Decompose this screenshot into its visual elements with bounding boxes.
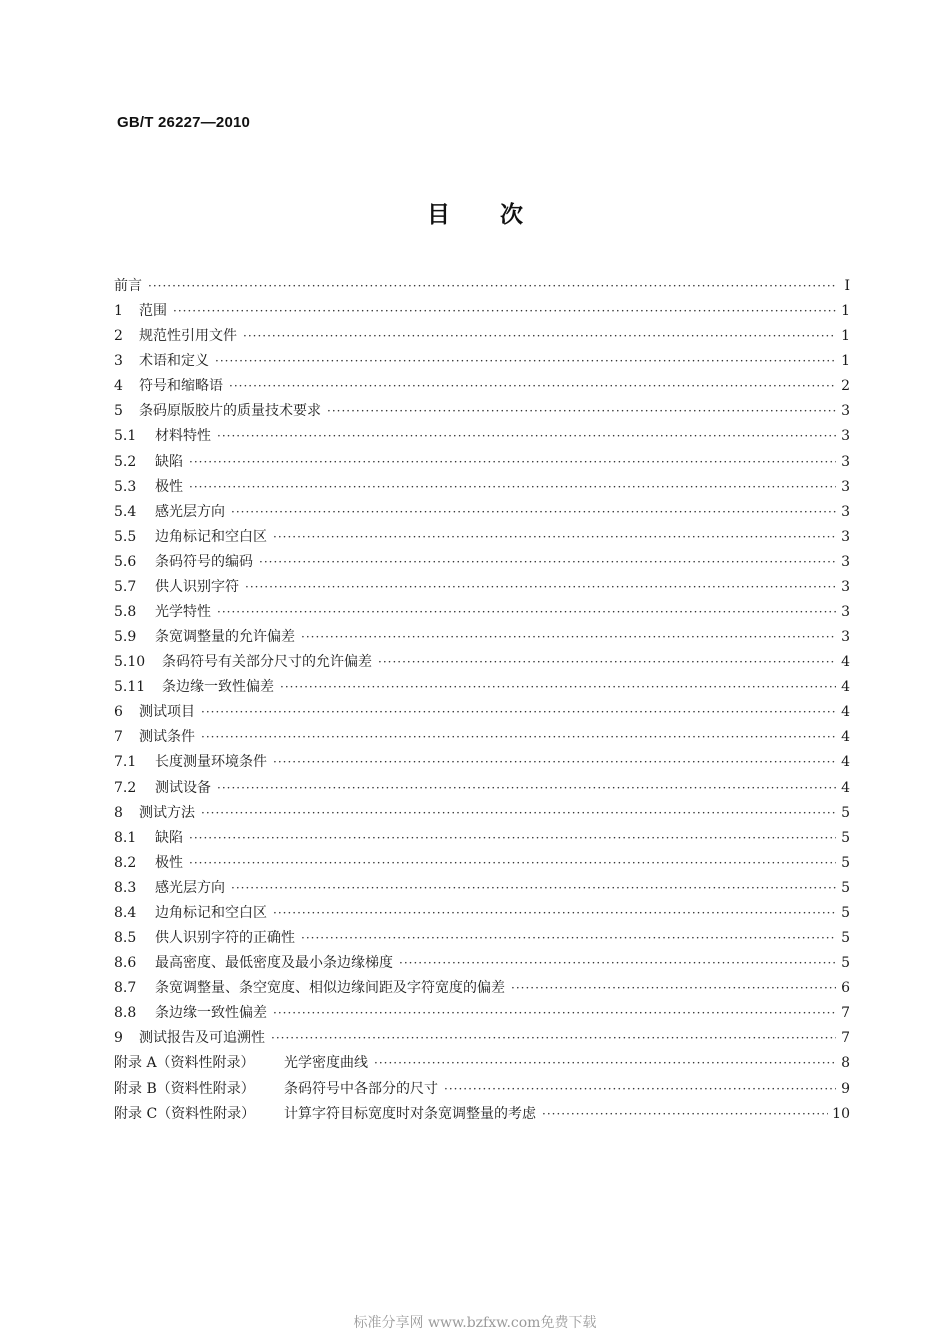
- toc-entry-number: 5: [114, 403, 123, 420]
- toc-entry-label: 术语和定义: [139, 353, 209, 370]
- table-of-contents: [114, 274, 850, 1127]
- toc-entry[interactable]: [114, 424, 850, 449]
- toc-entry-page: 5: [841, 904, 850, 921]
- toc-entry-number: 5.8: [114, 604, 137, 621]
- toc-entry-number: 8.1: [114, 829, 137, 846]
- toc-entry[interactable]: [114, 399, 850, 424]
- toc-entry-label: 测试方法: [139, 804, 195, 821]
- toc-entry-label: 缺陷: [155, 453, 183, 470]
- toc-entry-page: 4: [841, 729, 850, 746]
- toc-entry-number: 8.4: [114, 904, 137, 921]
- toc-entry-label: 规范性引用文件: [139, 328, 237, 345]
- toc-entry[interactable]: [114, 274, 850, 299]
- toc-entry[interactable]: [114, 851, 850, 876]
- toc-entry-page: 5: [841, 854, 850, 871]
- toc-entry[interactable]: [114, 876, 850, 901]
- toc-entry-number: 附录 C（资料性附录）: [114, 1105, 256, 1122]
- toc-entry-label: 条宽调整量的允许偏差: [155, 629, 295, 646]
- toc-leader-dots: [243, 324, 836, 349]
- toc-entry-label: 缺陷: [155, 829, 183, 846]
- toc-leader-dots: [273, 1001, 836, 1026]
- toc-entry-page: I: [844, 278, 850, 294]
- toc-entry-page: 9: [841, 1080, 850, 1097]
- toc-entry-page: 1: [841, 328, 850, 345]
- toc-entry-label: 感光层方向: [155, 879, 225, 896]
- toc-entry-label: 极性: [155, 854, 183, 871]
- toc-entry-page: 3: [841, 629, 850, 646]
- toc-leader-dots: [399, 951, 836, 976]
- toc-entry-number: 附录 B（资料性附录）: [114, 1080, 255, 1097]
- toc-entry-label: 条码符号的编码: [155, 553, 253, 570]
- toc-entry-page: 4: [841, 779, 850, 796]
- toc-entry[interactable]: [114, 1026, 850, 1051]
- toc-entry[interactable]: [114, 625, 850, 650]
- toc-entry-page: 4: [841, 704, 850, 721]
- toc-entry-page: 5: [841, 829, 850, 846]
- toc-entry-label: 感光层方向: [155, 503, 225, 520]
- toc-entry[interactable]: [114, 1102, 850, 1127]
- toc-entry[interactable]: [114, 500, 850, 525]
- toc-entry-page: 3: [841, 528, 850, 545]
- toc-entry[interactable]: [114, 801, 850, 826]
- toc-entry-page: 3: [841, 428, 850, 445]
- toc-entry-label: 前言: [114, 278, 142, 294]
- toc-leader-dots: [378, 650, 836, 675]
- toc-entry[interactable]: [114, 299, 850, 324]
- toc-entry[interactable]: [114, 776, 850, 801]
- toc-leader-dots: [201, 700, 836, 725]
- toc-entry-label: 边角标记和空白区: [155, 904, 267, 921]
- toc-entry[interactable]: [114, 349, 850, 374]
- toc-entry-label: 测试设备: [155, 779, 211, 796]
- toc-entry-number: 8.3: [114, 879, 137, 896]
- toc-entry-page: 10: [832, 1105, 850, 1122]
- toc-entry-page: 5: [841, 804, 850, 821]
- toc-entry[interactable]: [114, 525, 850, 550]
- toc-entry-label: 测试报告及可追溯性: [139, 1030, 265, 1047]
- toc-entry-label: 光学密度曲线: [284, 1055, 368, 1072]
- toc-entry[interactable]: [114, 976, 850, 1001]
- toc-entry-label: 条码原版胶片的质量技术要求: [139, 403, 321, 420]
- toc-entry-page: 3: [841, 578, 850, 595]
- toc-leader-dots: [229, 374, 836, 399]
- toc-entry-label: 计算字符目标宽度时对条宽调整量的考虑: [284, 1105, 536, 1122]
- toc-entry[interactable]: [114, 926, 850, 951]
- toc-leader-dots: [374, 1051, 836, 1076]
- toc-entry-page: 3: [841, 478, 850, 495]
- toc-entry-number: 7.2: [114, 779, 137, 796]
- toc-entry-number: 8.7: [114, 980, 137, 997]
- toc-entry-number: 5.3: [114, 478, 137, 495]
- toc-entry-page: 3: [841, 604, 850, 621]
- toc-entry-label: 条边缘一致性偏差: [162, 679, 274, 696]
- toc-entry[interactable]: [114, 826, 850, 851]
- toc-leader-dots: [542, 1102, 828, 1127]
- toc-entry-number: 8.2: [114, 854, 137, 871]
- toc-leader-dots: [189, 826, 836, 851]
- toc-entry-label: 条边缘一致性偏差: [155, 1005, 267, 1022]
- toc-entry-number: 5.9: [114, 629, 137, 646]
- toc-entry[interactable]: [114, 1051, 850, 1076]
- toc-entry[interactable]: [114, 675, 850, 700]
- toc-leader-dots: [148, 274, 836, 299]
- toc-entry-label: 条码符号中各部分的尺寸: [284, 1080, 438, 1097]
- toc-leader-dots: [231, 876, 836, 901]
- toc-entry-page: 3: [841, 403, 850, 420]
- toc-entry-number: 5.4: [114, 503, 137, 520]
- toc-entry-label: 长度测量环境条件: [155, 754, 267, 771]
- toc-entry[interactable]: [114, 1077, 850, 1102]
- toc-leader-dots: [215, 349, 836, 374]
- toc-entry-page: 1: [841, 303, 850, 320]
- toc-leader-dots: [201, 725, 836, 750]
- toc-entry-page: 5: [841, 879, 850, 896]
- toc-entry-number: 3: [114, 353, 123, 370]
- toc-entry[interactable]: [114, 374, 850, 399]
- toc-entry[interactable]: [114, 750, 850, 775]
- toc-leader-dots: [231, 500, 836, 525]
- toc-leader-dots: [189, 450, 836, 475]
- toc-entry-label: 边角标记和空白区: [155, 528, 267, 545]
- toc-entry-page: 2: [841, 378, 850, 395]
- toc-entry-number: 6: [114, 704, 123, 721]
- toc-entry[interactable]: [114, 951, 850, 976]
- toc-entry-number: 5.7: [114, 578, 137, 595]
- toc-leader-dots: [217, 600, 836, 625]
- toc-leader-dots: [217, 424, 836, 449]
- toc-entry[interactable]: [114, 1001, 850, 1026]
- toc-entry-page: 4: [841, 654, 850, 671]
- toc-leader-dots: [271, 1026, 836, 1051]
- toc-leader-dots: [327, 399, 836, 424]
- toc-leader-dots: [444, 1077, 836, 1102]
- toc-entry[interactable]: [114, 700, 850, 725]
- toc-entry[interactable]: [114, 450, 850, 475]
- toc-entry-page: 8: [841, 1055, 850, 1072]
- toc-entry-page: 7: [841, 1005, 850, 1022]
- toc-entry-label: 最高密度、最低密度及最小条边缘梯度: [155, 955, 393, 972]
- toc-entry-label: 测试项目: [139, 704, 195, 721]
- toc-entry-number: 5.1: [114, 428, 137, 445]
- toc-entry-page: 5: [841, 930, 850, 947]
- toc-entry-number: 8: [114, 804, 123, 821]
- toc-entry[interactable]: [114, 650, 850, 675]
- toc-entry-page: 7: [841, 1030, 850, 1047]
- toc-entry-number: 8.6: [114, 955, 137, 972]
- toc-entry[interactable]: [114, 901, 850, 926]
- toc-entry-number: 9: [114, 1030, 123, 1047]
- toc-leader-dots: [273, 901, 836, 926]
- toc-entry-number: 7.1: [114, 754, 137, 771]
- toc-entry[interactable]: [114, 575, 850, 600]
- toc-entry-number: 8.5: [114, 930, 137, 947]
- toc-entry-number: 附录 A（资料性附录）: [114, 1055, 255, 1072]
- toc-leader-dots: [217, 776, 836, 801]
- toc-entry-number: 5.10: [114, 654, 146, 671]
- toc-entry-number: 5.5: [114, 528, 137, 545]
- toc-leader-dots: [201, 801, 836, 826]
- toc-entry-page: 4: [841, 679, 850, 696]
- toc-leader-dots: [245, 575, 836, 600]
- toc-entry-number: 4: [114, 378, 123, 395]
- toc-entry-label: 符号和缩略语: [139, 378, 223, 395]
- toc-entry-label: 极性: [155, 478, 183, 495]
- toc-entry-page: 3: [841, 453, 850, 470]
- toc-entry-label: 光学特性: [155, 604, 211, 621]
- page-title: 目次: [427, 202, 573, 228]
- toc-entry-number: 8.8: [114, 1005, 137, 1022]
- footer-watermark: 标准分享网 www.bzfxw.com免费下载: [353, 1315, 597, 1331]
- toc-entry[interactable]: [114, 725, 850, 750]
- toc-entry[interactable]: [114, 324, 850, 349]
- toc-entry-label: 范围: [139, 303, 167, 320]
- toc-leader-dots: [189, 851, 836, 876]
- toc-entry[interactable]: [114, 600, 850, 625]
- toc-entry-page: 4: [841, 754, 850, 771]
- toc-leader-dots: [511, 976, 836, 1001]
- toc-entry-number: 5.2: [114, 453, 137, 470]
- toc-leader-dots: [280, 675, 836, 700]
- toc-entry-number: 5.6: [114, 553, 137, 570]
- toc-leader-dots: [301, 926, 836, 951]
- toc-entry-label: 供人识别字符: [155, 578, 239, 595]
- toc-entry-page: 5: [841, 955, 850, 972]
- toc-leader-dots: [189, 475, 836, 500]
- toc-leader-dots: [173, 299, 836, 324]
- toc-entry-page: 1: [841, 353, 850, 370]
- toc-leader-dots: [273, 750, 836, 775]
- toc-entry-number: 2: [114, 328, 123, 345]
- standard-code: GB/T 26227—2010: [117, 114, 251, 131]
- toc-entry-page: 3: [841, 503, 850, 520]
- toc-entry-label: 材料特性: [155, 428, 211, 445]
- toc-leader-dots: [273, 525, 836, 550]
- toc-entry-label: 供人识别字符的正确性: [155, 930, 295, 947]
- toc-leader-dots: [259, 550, 836, 575]
- toc-entry-number: 7: [114, 729, 123, 746]
- toc-entry-page: 3: [841, 553, 850, 570]
- toc-entry-label: 测试条件: [139, 729, 195, 746]
- toc-entry[interactable]: [114, 550, 850, 575]
- toc-entry-page: 6: [841, 980, 850, 997]
- toc-entry-number: 5.11: [114, 679, 146, 696]
- toc-entry-label: 条宽调整量、条空宽度、相似边缘间距及字符宽度的偏差: [155, 980, 505, 997]
- toc-entry[interactable]: [114, 475, 850, 500]
- toc-entry-label: 条码符号有关部分尺寸的允许偏差: [162, 654, 372, 671]
- toc-entry-number: 1: [114, 303, 123, 320]
- toc-leader-dots: [301, 625, 836, 650]
